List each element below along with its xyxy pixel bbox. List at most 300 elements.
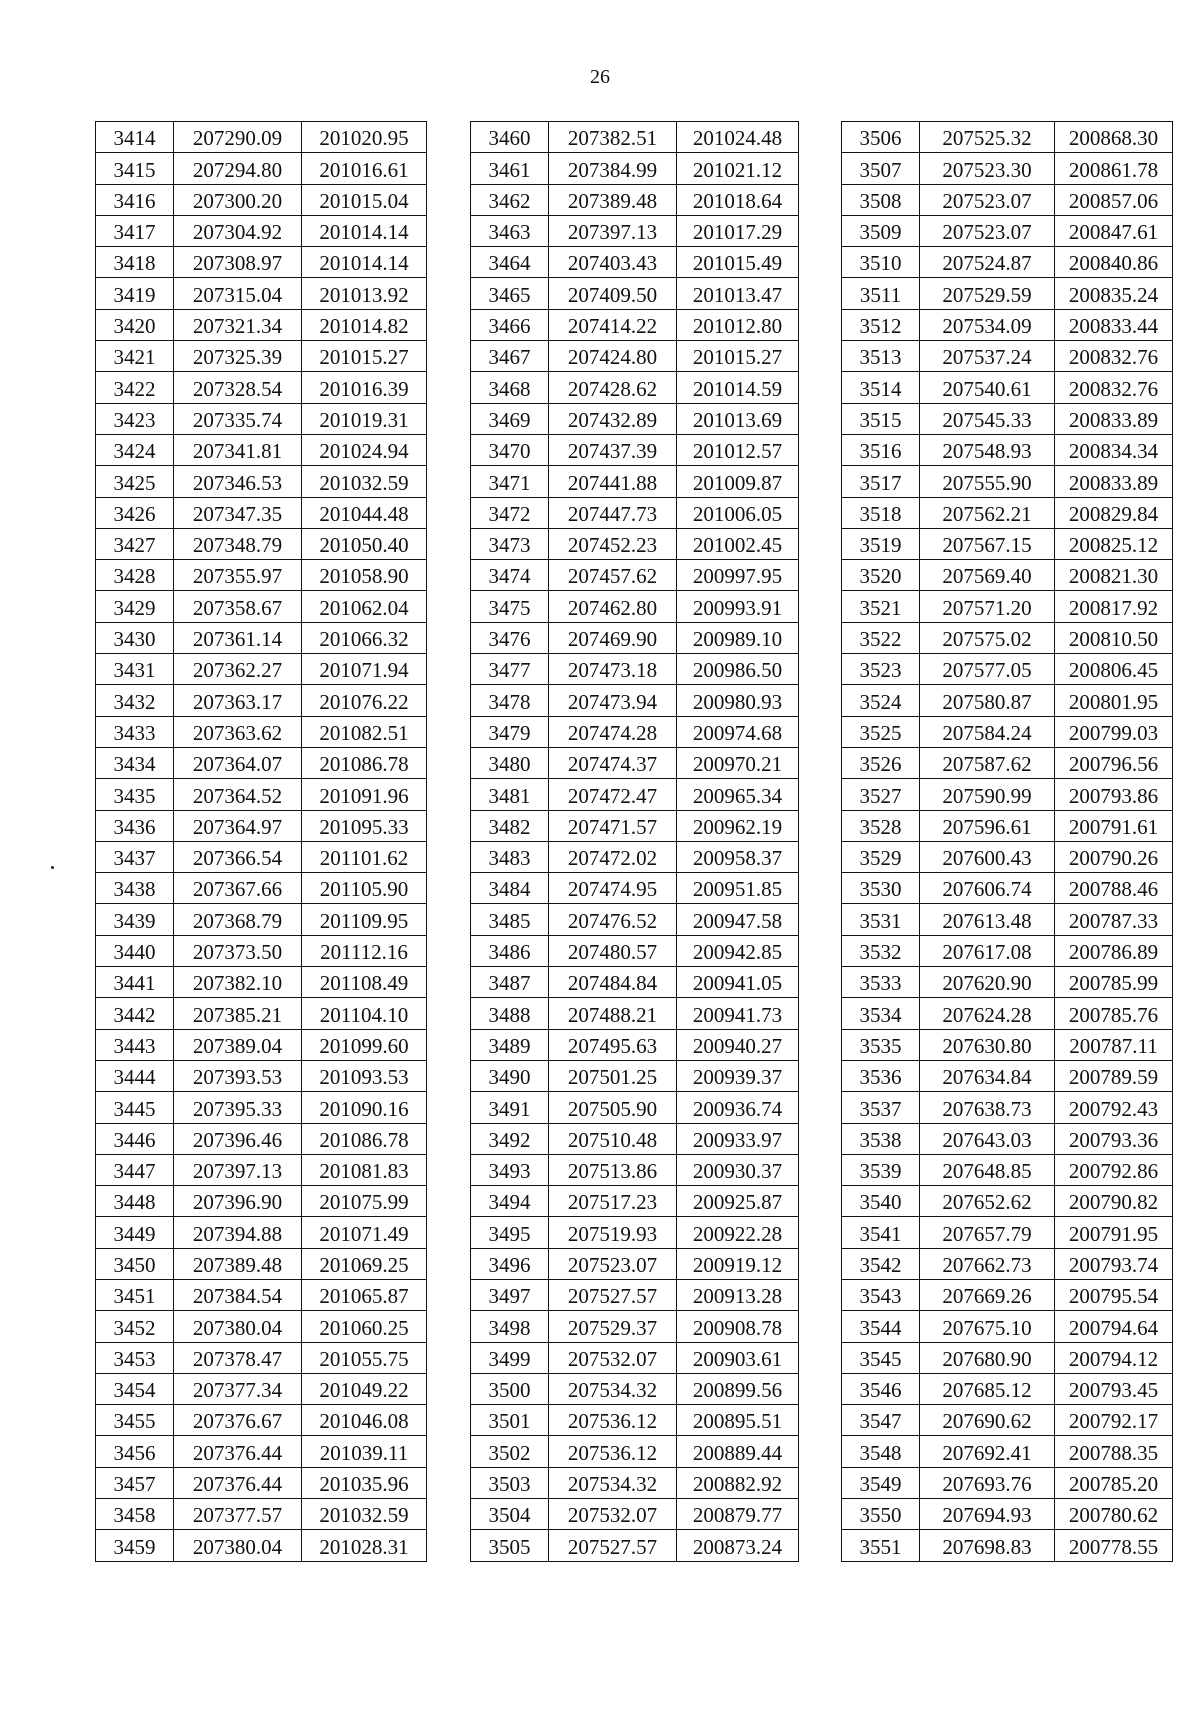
y-coordinate-cell: 200889.44 <box>677 1436 799 1467</box>
y-coordinate-cell: 201071.94 <box>302 654 427 685</box>
table-row <box>471 747 799 778</box>
point-number-cell: 3491 <box>471 1092 549 1123</box>
point-number-cell: 3481 <box>471 779 549 810</box>
x-coordinate-cell: 207471.57 <box>549 810 677 841</box>
table-row <box>471 215 799 246</box>
y-coordinate-cell: 200903.61 <box>677 1342 799 1373</box>
point-number-cell: 3459 <box>96 1530 174 1561</box>
x-coordinate-cell: 207634.84 <box>920 1060 1055 1091</box>
table-row <box>96 434 427 465</box>
point-number-cell: 3435 <box>96 779 174 810</box>
point-number-cell: 3474 <box>471 560 549 591</box>
table-row <box>471 1436 799 1467</box>
point-number-cell: 3547 <box>842 1405 920 1436</box>
x-coordinate-cell: 207469.90 <box>549 622 677 653</box>
point-number-cell: 3495 <box>471 1217 549 1248</box>
y-coordinate-cell: 200829.84 <box>1055 497 1173 528</box>
x-coordinate-cell: 207368.79 <box>174 904 302 935</box>
point-number-cell: 3475 <box>471 591 549 622</box>
y-coordinate-cell: 201081.83 <box>302 1154 427 1185</box>
table-row <box>471 153 799 184</box>
point-number-cell: 3466 <box>471 309 549 340</box>
x-coordinate-cell: 207378.47 <box>174 1342 302 1373</box>
x-coordinate-cell: 207529.59 <box>920 278 1055 309</box>
table-row <box>471 904 799 935</box>
y-coordinate-cell: 200793.86 <box>1055 779 1173 810</box>
x-coordinate-cell: 207675.10 <box>920 1311 1055 1342</box>
table-row <box>96 309 427 340</box>
y-coordinate-cell: 200791.61 <box>1055 810 1173 841</box>
point-number-cell: 3532 <box>842 935 920 966</box>
point-number-cell: 3490 <box>471 1060 549 1091</box>
x-coordinate-cell: 207328.54 <box>174 372 302 403</box>
y-coordinate-cell: 201002.45 <box>677 528 799 559</box>
point-number-cell: 3426 <box>96 497 174 528</box>
x-coordinate-cell: 207377.57 <box>174 1499 302 1530</box>
table-row <box>96 716 427 747</box>
y-coordinate-cell: 201015.27 <box>302 341 427 372</box>
point-number-cell: 3471 <box>471 466 549 497</box>
coordinate-table-1 <box>95 121 427 1562</box>
x-coordinate-cell: 207472.47 <box>549 779 677 810</box>
point-number-cell: 3464 <box>471 247 549 278</box>
table-row <box>842 935 1173 966</box>
point-number-cell: 3489 <box>471 1029 549 1060</box>
x-coordinate-cell: 207389.48 <box>549 184 677 215</box>
x-coordinate-cell: 207617.08 <box>920 935 1055 966</box>
point-number-cell: 3541 <box>842 1217 920 1248</box>
point-number-cell: 3469 <box>471 403 549 434</box>
point-number-cell: 3508 <box>842 184 920 215</box>
y-coordinate-cell: 201039.11 <box>302 1436 427 1467</box>
x-coordinate-cell: 207362.27 <box>174 654 302 685</box>
table-row <box>471 247 799 278</box>
point-number-cell: 3453 <box>96 1342 174 1373</box>
table-row <box>96 873 427 904</box>
x-coordinate-cell: 207536.12 <box>549 1405 677 1436</box>
table-row <box>842 153 1173 184</box>
y-coordinate-cell: 200847.61 <box>1055 215 1173 246</box>
x-coordinate-cell: 207367.66 <box>174 873 302 904</box>
x-coordinate-cell: 207527.57 <box>549 1279 677 1310</box>
x-coordinate-cell: 207527.57 <box>549 1530 677 1561</box>
table-row <box>471 341 799 372</box>
point-number-cell: 3431 <box>96 654 174 685</box>
x-coordinate-cell: 207472.02 <box>549 841 677 872</box>
table-row <box>842 716 1173 747</box>
y-coordinate-cell: 200788.46 <box>1055 873 1173 904</box>
y-coordinate-cell: 201046.08 <box>302 1405 427 1436</box>
x-coordinate-cell: 207355.97 <box>174 560 302 591</box>
x-coordinate-cell: 207624.28 <box>920 998 1055 1029</box>
point-number-cell: 3484 <box>471 873 549 904</box>
y-coordinate-cell: 201095.33 <box>302 810 427 841</box>
y-coordinate-cell: 201018.64 <box>677 184 799 215</box>
table-row <box>96 184 427 215</box>
x-coordinate-cell: 207382.10 <box>174 967 302 998</box>
y-coordinate-cell: 201017.29 <box>677 215 799 246</box>
x-coordinate-cell: 207600.43 <box>920 841 1055 872</box>
x-coordinate-cell: 207519.93 <box>549 1217 677 1248</box>
point-number-cell: 3551 <box>842 1530 920 1561</box>
table-row <box>96 779 427 810</box>
point-number-cell: 3494 <box>471 1186 549 1217</box>
point-number-cell: 3504 <box>471 1499 549 1530</box>
y-coordinate-cell: 201060.25 <box>302 1311 427 1342</box>
x-coordinate-cell: 207523.30 <box>920 153 1055 184</box>
x-coordinate-cell: 207657.79 <box>920 1217 1055 1248</box>
table-row <box>842 998 1173 1029</box>
point-number-cell: 3535 <box>842 1029 920 1060</box>
point-number-cell: 3528 <box>842 810 920 841</box>
point-number-cell: 3500 <box>471 1373 549 1404</box>
y-coordinate-cell: 200795.54 <box>1055 1279 1173 1310</box>
x-coordinate-cell: 207384.99 <box>549 153 677 184</box>
x-coordinate-cell: 207571.20 <box>920 591 1055 622</box>
table-row <box>471 1342 799 1373</box>
x-coordinate-cell: 207414.22 <box>549 309 677 340</box>
x-coordinate-cell: 207606.74 <box>920 873 1055 904</box>
table-row <box>96 403 427 434</box>
point-number-cell: 3518 <box>842 497 920 528</box>
y-coordinate-cell: 201019.31 <box>302 403 427 434</box>
table-row <box>842 122 1173 153</box>
x-coordinate-cell: 207432.89 <box>549 403 677 434</box>
scan-speck <box>51 866 54 869</box>
point-number-cell: 3417 <box>96 215 174 246</box>
y-coordinate-cell: 200787.11 <box>1055 1029 1173 1060</box>
point-number-cell: 3542 <box>842 1248 920 1279</box>
point-number-cell: 3418 <box>96 247 174 278</box>
x-coordinate-cell: 207495.63 <box>549 1029 677 1060</box>
x-coordinate-cell: 207393.53 <box>174 1060 302 1091</box>
y-coordinate-cell: 200908.78 <box>677 1311 799 1342</box>
table-row <box>471 372 799 403</box>
table-row <box>471 810 799 841</box>
y-coordinate-cell: 201086.78 <box>302 747 427 778</box>
x-coordinate-cell: 207452.23 <box>549 528 677 559</box>
y-coordinate-cell: 200790.26 <box>1055 841 1173 872</box>
point-number-cell: 3488 <box>471 998 549 1029</box>
point-number-cell: 3524 <box>842 685 920 716</box>
x-coordinate-cell: 207513.86 <box>549 1154 677 1185</box>
x-coordinate-cell: 207648.85 <box>920 1154 1055 1185</box>
table-row <box>96 998 427 1029</box>
x-coordinate-cell: 207524.87 <box>920 247 1055 278</box>
point-number-cell: 3509 <box>842 215 920 246</box>
y-coordinate-cell: 200788.35 <box>1055 1436 1173 1467</box>
x-coordinate-cell: 207596.61 <box>920 810 1055 841</box>
point-number-cell: 3487 <box>471 967 549 998</box>
table-row <box>96 935 427 966</box>
x-coordinate-cell: 207580.87 <box>920 685 1055 716</box>
y-coordinate-cell: 200834.34 <box>1055 434 1173 465</box>
x-coordinate-cell: 207529.37 <box>549 1311 677 1342</box>
y-coordinate-cell: 200840.86 <box>1055 247 1173 278</box>
point-number-cell: 3498 <box>471 1311 549 1342</box>
table-row <box>471 716 799 747</box>
table-row <box>471 591 799 622</box>
table-row <box>96 1092 427 1123</box>
table-row <box>842 1060 1173 1091</box>
y-coordinate-cell: 201044.48 <box>302 497 427 528</box>
point-number-cell: 3454 <box>96 1373 174 1404</box>
point-number-cell: 3427 <box>96 528 174 559</box>
x-coordinate-cell: 207373.50 <box>174 935 302 966</box>
point-number-cell: 3419 <box>96 278 174 309</box>
x-coordinate-cell: 207300.20 <box>174 184 302 215</box>
y-coordinate-cell: 201015.49 <box>677 247 799 278</box>
y-coordinate-cell: 201012.80 <box>677 309 799 340</box>
table-row <box>96 967 427 998</box>
x-coordinate-cell: 207662.73 <box>920 1248 1055 1279</box>
point-number-cell: 3533 <box>842 967 920 998</box>
table-row <box>96 1123 427 1154</box>
y-coordinate-cell: 201090.16 <box>302 1092 427 1123</box>
y-coordinate-cell: 201075.99 <box>302 1186 427 1217</box>
table-row <box>471 841 799 872</box>
point-number-cell: 3450 <box>96 1248 174 1279</box>
y-coordinate-cell: 200986.50 <box>677 654 799 685</box>
x-coordinate-cell: 207348.79 <box>174 528 302 559</box>
x-coordinate-cell: 207424.80 <box>549 341 677 372</box>
table-row <box>842 1186 1173 1217</box>
table-row <box>471 403 799 434</box>
x-coordinate-cell: 207536.12 <box>549 1436 677 1467</box>
table-row <box>842 622 1173 653</box>
coordinate-table-3 <box>841 121 1173 1562</box>
y-coordinate-cell: 200793.36 <box>1055 1123 1173 1154</box>
table-row <box>842 1436 1173 1467</box>
table-row <box>842 372 1173 403</box>
x-coordinate-cell: 207693.76 <box>920 1467 1055 1498</box>
x-coordinate-cell: 207587.62 <box>920 747 1055 778</box>
x-coordinate-cell: 207403.43 <box>549 247 677 278</box>
point-number-cell: 3477 <box>471 654 549 685</box>
y-coordinate-cell: 201082.51 <box>302 716 427 747</box>
point-number-cell: 3438 <box>96 873 174 904</box>
y-coordinate-cell: 200925.87 <box>677 1186 799 1217</box>
x-coordinate-cell: 207385.21 <box>174 998 302 1029</box>
x-coordinate-cell: 207346.53 <box>174 466 302 497</box>
point-number-cell: 3467 <box>471 341 549 372</box>
point-number-cell: 3434 <box>96 747 174 778</box>
y-coordinate-cell: 200832.76 <box>1055 372 1173 403</box>
x-coordinate-cell: 207577.05 <box>920 654 1055 685</box>
point-number-cell: 3425 <box>96 466 174 497</box>
x-coordinate-cell: 207537.24 <box>920 341 1055 372</box>
table-row <box>96 1060 427 1091</box>
point-number-cell: 3530 <box>842 873 920 904</box>
table-row <box>471 1029 799 1060</box>
point-number-cell: 3470 <box>471 434 549 465</box>
table-row <box>96 841 427 872</box>
x-coordinate-cell: 207523.07 <box>920 184 1055 215</box>
table-row <box>471 654 799 685</box>
point-number-cell: 3493 <box>471 1154 549 1185</box>
point-number-cell: 3503 <box>471 1467 549 1498</box>
x-coordinate-cell: 207457.62 <box>549 560 677 591</box>
point-number-cell: 3550 <box>842 1499 920 1530</box>
point-number-cell: 3476 <box>471 622 549 653</box>
table-row <box>471 1154 799 1185</box>
point-number-cell: 3456 <box>96 1436 174 1467</box>
y-coordinate-cell: 201024.94 <box>302 434 427 465</box>
x-coordinate-cell: 207584.24 <box>920 716 1055 747</box>
point-number-cell: 3525 <box>842 716 920 747</box>
y-coordinate-cell: 201013.47 <box>677 278 799 309</box>
point-number-cell: 3501 <box>471 1405 549 1436</box>
y-coordinate-cell: 200857.06 <box>1055 184 1173 215</box>
y-coordinate-cell: 200879.77 <box>677 1499 799 1530</box>
point-number-cell: 3520 <box>842 560 920 591</box>
point-number-cell: 3424 <box>96 434 174 465</box>
point-number-cell: 3429 <box>96 591 174 622</box>
x-coordinate-cell: 207532.07 <box>549 1342 677 1373</box>
y-coordinate-cell: 201012.57 <box>677 434 799 465</box>
point-number-cell: 3512 <box>842 309 920 340</box>
x-coordinate-cell: 207389.04 <box>174 1029 302 1060</box>
y-coordinate-cell: 200793.74 <box>1055 1248 1173 1279</box>
y-coordinate-cell: 201062.04 <box>302 591 427 622</box>
x-coordinate-cell: 207638.73 <box>920 1092 1055 1123</box>
point-number-cell: 3444 <box>96 1060 174 1091</box>
point-number-cell: 3433 <box>96 716 174 747</box>
point-number-cell: 3452 <box>96 1311 174 1342</box>
table-row <box>471 278 799 309</box>
point-number-cell: 3439 <box>96 904 174 935</box>
y-coordinate-cell: 200791.95 <box>1055 1217 1173 1248</box>
x-coordinate-cell: 207525.32 <box>920 122 1055 153</box>
y-coordinate-cell: 200792.43 <box>1055 1092 1173 1123</box>
table-row <box>96 1405 427 1436</box>
table-row <box>96 560 427 591</box>
point-number-cell: 3485 <box>471 904 549 935</box>
x-coordinate-cell: 207437.39 <box>549 434 677 465</box>
point-number-cell: 3511 <box>842 278 920 309</box>
x-coordinate-cell: 207394.88 <box>174 1217 302 1248</box>
table-row <box>471 935 799 966</box>
table-row <box>471 497 799 528</box>
table-row <box>471 466 799 497</box>
y-coordinate-cell: 200861.78 <box>1055 153 1173 184</box>
point-number-cell: 3527 <box>842 779 920 810</box>
y-coordinate-cell: 201065.87 <box>302 1279 427 1310</box>
point-number-cell: 3443 <box>96 1029 174 1060</box>
y-coordinate-cell: 201013.69 <box>677 403 799 434</box>
table-row <box>96 1029 427 1060</box>
y-coordinate-cell: 201020.95 <box>302 122 427 153</box>
point-number-cell: 3514 <box>842 372 920 403</box>
point-number-cell: 3506 <box>842 122 920 153</box>
y-coordinate-cell: 200780.62 <box>1055 1499 1173 1530</box>
x-coordinate-cell: 207396.90 <box>174 1186 302 1217</box>
point-number-cell: 3432 <box>96 685 174 716</box>
point-number-cell: 3513 <box>842 341 920 372</box>
x-coordinate-cell: 207361.14 <box>174 622 302 653</box>
table-row <box>471 122 799 153</box>
point-number-cell: 3548 <box>842 1436 920 1467</box>
point-number-cell: 3534 <box>842 998 920 1029</box>
x-coordinate-cell: 207347.35 <box>174 497 302 528</box>
table-row <box>471 998 799 1029</box>
point-number-cell: 3448 <box>96 1186 174 1217</box>
y-coordinate-cell: 200792.86 <box>1055 1154 1173 1185</box>
x-coordinate-cell: 207395.33 <box>174 1092 302 1123</box>
point-number-cell: 3461 <box>471 153 549 184</box>
table-row <box>842 654 1173 685</box>
y-coordinate-cell: 201016.39 <box>302 372 427 403</box>
y-coordinate-cell: 200792.17 <box>1055 1405 1173 1436</box>
y-coordinate-cell: 200962.19 <box>677 810 799 841</box>
point-number-cell: 3436 <box>96 810 174 841</box>
x-coordinate-cell: 207294.80 <box>174 153 302 184</box>
x-coordinate-cell: 207630.80 <box>920 1029 1055 1060</box>
y-coordinate-cell: 200940.27 <box>677 1029 799 1060</box>
table-row <box>842 434 1173 465</box>
y-coordinate-cell: 200951.85 <box>677 873 799 904</box>
point-number-cell: 3482 <box>471 810 549 841</box>
table-row <box>842 184 1173 215</box>
table-row <box>96 528 427 559</box>
table-row <box>842 591 1173 622</box>
point-number-cell: 3539 <box>842 1154 920 1185</box>
y-coordinate-cell: 201104.10 <box>302 998 427 1029</box>
x-coordinate-cell: 207474.28 <box>549 716 677 747</box>
table-row <box>96 1248 427 1279</box>
x-coordinate-cell: 207545.33 <box>920 403 1055 434</box>
y-coordinate-cell: 201015.04 <box>302 184 427 215</box>
table-row <box>471 873 799 904</box>
point-number-cell: 3465 <box>471 278 549 309</box>
table-row <box>842 1123 1173 1154</box>
point-number-cell: 3415 <box>96 153 174 184</box>
y-coordinate-cell: 201069.25 <box>302 1248 427 1279</box>
y-coordinate-cell: 201014.59 <box>677 372 799 403</box>
x-coordinate-cell: 207366.54 <box>174 841 302 872</box>
point-number-cell: 3442 <box>96 998 174 1029</box>
point-number-cell: 3460 <box>471 122 549 153</box>
y-coordinate-cell: 201066.32 <box>302 622 427 653</box>
x-coordinate-cell: 207534.32 <box>549 1373 677 1404</box>
y-coordinate-cell: 201016.61 <box>302 153 427 184</box>
x-coordinate-cell: 207567.15 <box>920 528 1055 559</box>
table-row <box>842 1342 1173 1373</box>
table-row <box>96 1217 427 1248</box>
y-coordinate-cell: 201006.05 <box>677 497 799 528</box>
table-row <box>96 904 427 935</box>
table-row <box>842 1311 1173 1342</box>
x-coordinate-cell: 207680.90 <box>920 1342 1055 1373</box>
y-coordinate-cell: 201093.53 <box>302 1060 427 1091</box>
x-coordinate-cell: 207397.13 <box>549 215 677 246</box>
y-coordinate-cell: 200787.33 <box>1055 904 1173 935</box>
y-coordinate-cell: 200833.89 <box>1055 466 1173 497</box>
x-coordinate-cell: 207562.21 <box>920 497 1055 528</box>
x-coordinate-cell: 207321.34 <box>174 309 302 340</box>
table-row <box>96 215 427 246</box>
table-row <box>842 247 1173 278</box>
point-number-cell: 3445 <box>96 1092 174 1123</box>
point-number-cell: 3545 <box>842 1342 920 1373</box>
point-number-cell: 3479 <box>471 716 549 747</box>
table-row <box>842 1373 1173 1404</box>
x-coordinate-cell: 207488.21 <box>549 998 677 1029</box>
table-row <box>96 1499 427 1530</box>
table-row <box>842 1092 1173 1123</box>
y-coordinate-cell: 200793.45 <box>1055 1373 1173 1404</box>
y-coordinate-cell: 200817.92 <box>1055 591 1173 622</box>
